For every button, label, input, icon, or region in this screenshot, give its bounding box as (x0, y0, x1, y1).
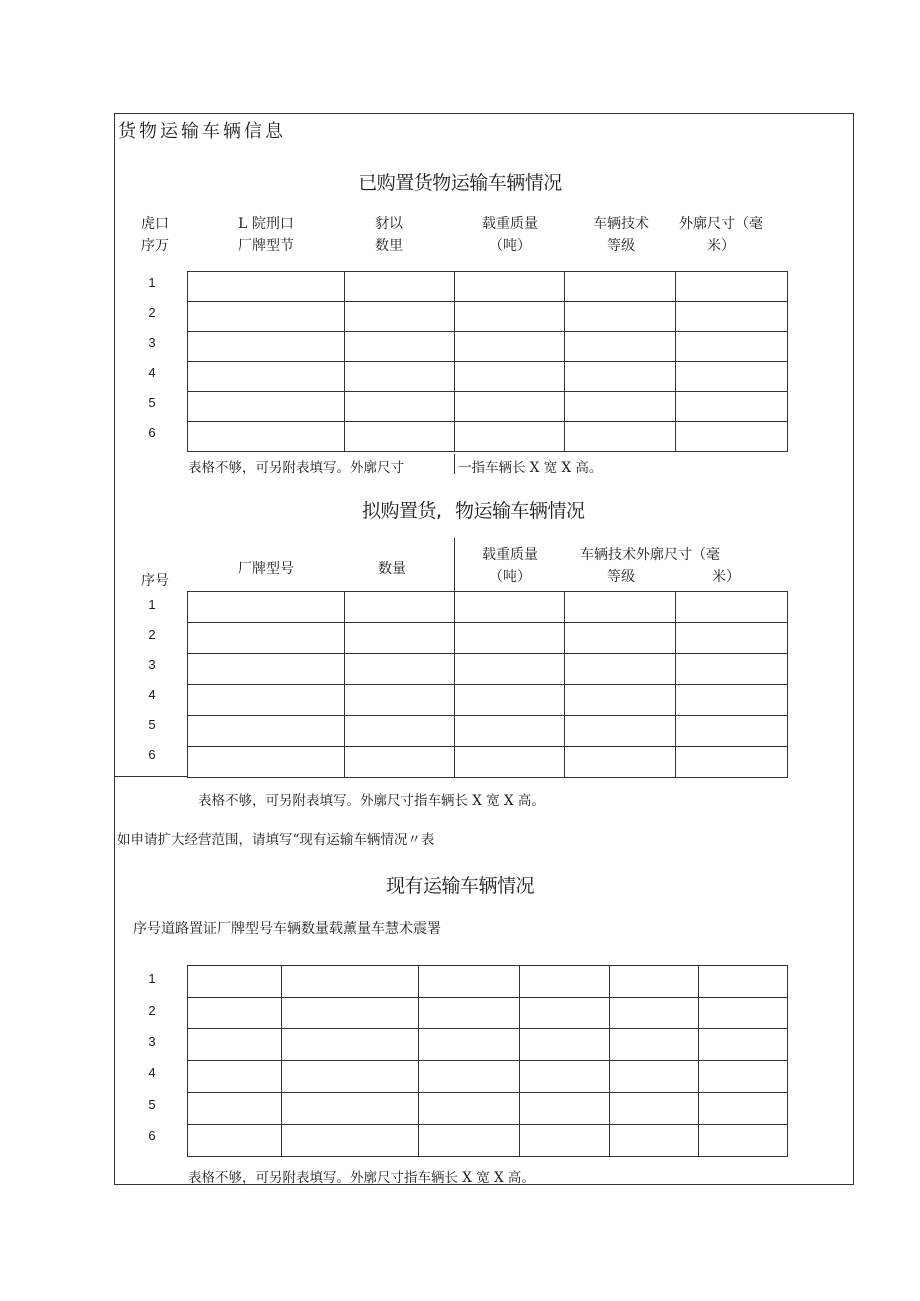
table-cell[interactable] (565, 362, 676, 392)
table2-header-col1: 序号 (141, 573, 169, 589)
table-cell[interactable] (565, 422, 676, 452)
table3-row-number: 6 (148, 1128, 156, 1143)
table-cell[interactable] (676, 272, 788, 302)
table-cell[interactable] (455, 747, 565, 778)
table1-header-col1: 虎口 序万 (141, 216, 169, 254)
table-cell[interactable] (676, 422, 788, 452)
table-cell[interactable] (676, 362, 788, 392)
table2-heading-left: 拟购置货, (362, 500, 442, 522)
table1-note-left: 表格不够，可另附表填写。外廓尺寸 (188, 460, 404, 476)
table-cell[interactable] (188, 1061, 282, 1093)
table-cell[interactable] (565, 332, 676, 362)
table-cell[interactable] (520, 1125, 610, 1157)
table-cell[interactable] (282, 966, 419, 998)
table2-row-number: 1 (148, 597, 156, 612)
table-cell[interactable] (676, 685, 788, 716)
table-cell[interactable] (455, 302, 565, 332)
table2-header-col5-line2: 等级 (607, 569, 635, 585)
table-cell[interactable] (676, 302, 788, 332)
table-cell[interactable] (419, 966, 520, 998)
table-cell[interactable] (188, 392, 345, 422)
table-cell[interactable] (520, 1061, 610, 1093)
table1-row-number: 2 (148, 305, 156, 320)
table-cell[interactable] (188, 1029, 282, 1061)
table-cell[interactable] (188, 422, 345, 452)
table-row (188, 362, 788, 392)
table3-heading: 现有运输车辆情况 (385, 875, 534, 897)
table-cell[interactable] (419, 1093, 520, 1125)
table-cell[interactable] (676, 747, 788, 778)
table-row (188, 966, 788, 998)
table-cell[interactable] (188, 332, 345, 362)
table2-header-col6-line2: 米） (712, 569, 740, 585)
table-cell[interactable] (676, 716, 788, 747)
table-cell[interactable] (565, 685, 676, 716)
table3-row-number: 5 (148, 1097, 156, 1112)
table-cell[interactable] (610, 1093, 699, 1125)
table-cell[interactable] (345, 623, 455, 654)
table-cell[interactable] (188, 623, 345, 654)
table-cell[interactable] (565, 716, 676, 747)
table-row (188, 332, 788, 362)
table-row (188, 685, 788, 716)
table-cell[interactable] (455, 332, 565, 362)
table-cell[interactable] (345, 362, 455, 392)
table-cell[interactable] (188, 716, 345, 747)
table-cell[interactable] (610, 966, 699, 998)
table-cell[interactable] (565, 302, 676, 332)
table-cell[interactable] (282, 1029, 419, 1061)
table-cell[interactable] (188, 998, 282, 1029)
table3-row-number: 2 (148, 1003, 156, 1018)
table-cell[interactable] (520, 966, 610, 998)
table-cell[interactable] (345, 592, 455, 623)
table-cell[interactable] (610, 1061, 699, 1093)
table-cell[interactable] (188, 654, 345, 685)
divider-note (454, 454, 455, 474)
table2-row-number: 3 (148, 657, 156, 672)
table-cell[interactable] (676, 392, 788, 422)
table-row (188, 272, 788, 302)
table-cell[interactable] (676, 332, 788, 362)
table-row (188, 1029, 788, 1061)
table2-heading-right: 物运输车辆情况 (455, 500, 585, 522)
table-cell[interactable] (676, 623, 788, 654)
table-row (188, 716, 788, 747)
table-cell[interactable] (188, 302, 345, 332)
table-cell[interactable] (345, 302, 455, 332)
table-row (188, 654, 788, 685)
table-cell[interactable] (610, 1125, 699, 1157)
table3-row-number: 1 (148, 971, 156, 986)
table1-row-number: 5 (148, 395, 156, 410)
table-cell[interactable] (455, 685, 565, 716)
table-cell[interactable] (345, 747, 455, 778)
table-cell[interactable] (699, 1125, 788, 1157)
table-cell[interactable] (345, 272, 455, 302)
table2-header-col3: 数量 (378, 561, 406, 577)
table-cell[interactable] (188, 966, 282, 998)
table-cell[interactable] (345, 654, 455, 685)
table-cell[interactable] (188, 362, 345, 392)
table-cell[interactable] (455, 654, 565, 685)
table2-header-col5-line1: 车辆技术外廓尺寸（毫 (580, 547, 720, 563)
table3-note: 表格不够，可另附表填写。外廓尺寸指车辆长 X 宽 X 高。 (188, 1170, 535, 1186)
table1-note-right: 一指车辆长 X 宽 X 高。 (458, 460, 603, 476)
section-title: 货物运输车辆信息 (118, 121, 286, 142)
table-cell[interactable] (188, 1125, 282, 1157)
table3-header-line: 序号道路置证厂牌型号车辆数量载薰量车慧术震署 (133, 921, 441, 937)
table-cell[interactable] (455, 716, 565, 747)
table-cell[interactable] (455, 592, 565, 623)
table3-row-number: 3 (148, 1034, 156, 1049)
table1-header-col6: 外廓尺寸（毫 米） (679, 216, 763, 254)
table-cell[interactable] (188, 592, 345, 623)
table-cell[interactable] (188, 1093, 282, 1125)
table-cell[interactable] (676, 592, 788, 623)
table-cell[interactable] (345, 716, 455, 747)
table2-header-col2: 厂牌型号 (238, 561, 294, 577)
table1-grid (187, 271, 788, 452)
table-cell[interactable] (520, 1029, 610, 1061)
table1-row-number: 3 (148, 335, 156, 350)
table2-grid (187, 591, 788, 778)
table-row (188, 998, 788, 1029)
table-cell[interactable] (345, 392, 455, 422)
table-cell[interactable] (419, 1029, 520, 1061)
table1-row-number: 1 (148, 275, 156, 290)
table-cell[interactable] (565, 272, 676, 302)
table2-row-number: 4 (148, 687, 156, 702)
table1-header-col3: 豺以 数里 (375, 216, 403, 254)
table-row (188, 592, 788, 623)
table-row (188, 747, 788, 778)
table-cell[interactable] (610, 1029, 699, 1061)
table-cell[interactable] (455, 392, 565, 422)
table-cell[interactable] (520, 998, 610, 1029)
table-cell[interactable] (419, 1125, 520, 1157)
table-cell[interactable] (565, 747, 676, 778)
table-cell[interactable] (565, 623, 676, 654)
table-row (188, 1093, 788, 1125)
table-cell[interactable] (455, 272, 565, 302)
table1-header-col4: 载重质量 （吨） (482, 216, 538, 254)
table-cell[interactable] (419, 998, 520, 1029)
table1-row-number: 4 (148, 365, 156, 380)
table-cell[interactable] (188, 685, 345, 716)
table-cell[interactable] (676, 654, 788, 685)
table-cell[interactable] (699, 1093, 788, 1125)
table-cell[interactable] (419, 1061, 520, 1093)
table-row (188, 392, 788, 422)
table-cell[interactable] (188, 272, 345, 302)
table3-row-number: 4 (148, 1065, 156, 1080)
table2-header-col4: 载重质量 （吨） (482, 547, 538, 585)
divider-left (114, 776, 187, 777)
table-cell[interactable] (345, 422, 455, 452)
table-cell[interactable] (188, 747, 345, 778)
table-cell[interactable] (699, 1029, 788, 1061)
table-cell[interactable] (455, 362, 565, 392)
table-cell[interactable] (610, 998, 699, 1029)
table1-header-col2: L 院刑口 厂牌型节 (238, 216, 294, 254)
table2-row-number: 6 (148, 747, 156, 762)
table-cell[interactable] (455, 623, 565, 654)
table1-row-number: 6 (148, 425, 156, 440)
table-cell[interactable] (345, 685, 455, 716)
table-row (188, 422, 788, 452)
table-cell[interactable] (565, 392, 676, 422)
table-cell[interactable] (699, 966, 788, 998)
table-cell[interactable] (282, 1125, 419, 1157)
expand-scope-note: 如申请扩大经营范围，请填写“现有运输车辆情况〃表 (117, 832, 435, 848)
table-cell[interactable] (282, 998, 419, 1029)
table-cell[interactable] (282, 1093, 419, 1125)
table-row (188, 1125, 788, 1157)
table-cell[interactable] (455, 422, 565, 452)
table-cell[interactable] (565, 654, 676, 685)
table2-row-number: 5 (148, 717, 156, 732)
table-cell[interactable] (520, 1093, 610, 1125)
table-cell[interactable] (345, 332, 455, 362)
table2-note: 表格不够，可另附表填写。外廓尺寸指车辆长 X 宽 X 高。 (198, 793, 545, 809)
table-row (188, 623, 788, 654)
table-cell[interactable] (699, 998, 788, 1029)
table-cell[interactable] (699, 1061, 788, 1093)
table-row (188, 1061, 788, 1093)
table-cell[interactable] (282, 1061, 419, 1093)
table-row (188, 302, 788, 332)
table1-header-col5: 车辆技术 等级 (593, 216, 649, 254)
table1-heading: 已购置货物运输车辆情况 (358, 172, 562, 194)
table2-row-number: 2 (148, 627, 156, 642)
table-cell[interactable] (565, 592, 676, 623)
table3-grid (187, 965, 788, 1157)
